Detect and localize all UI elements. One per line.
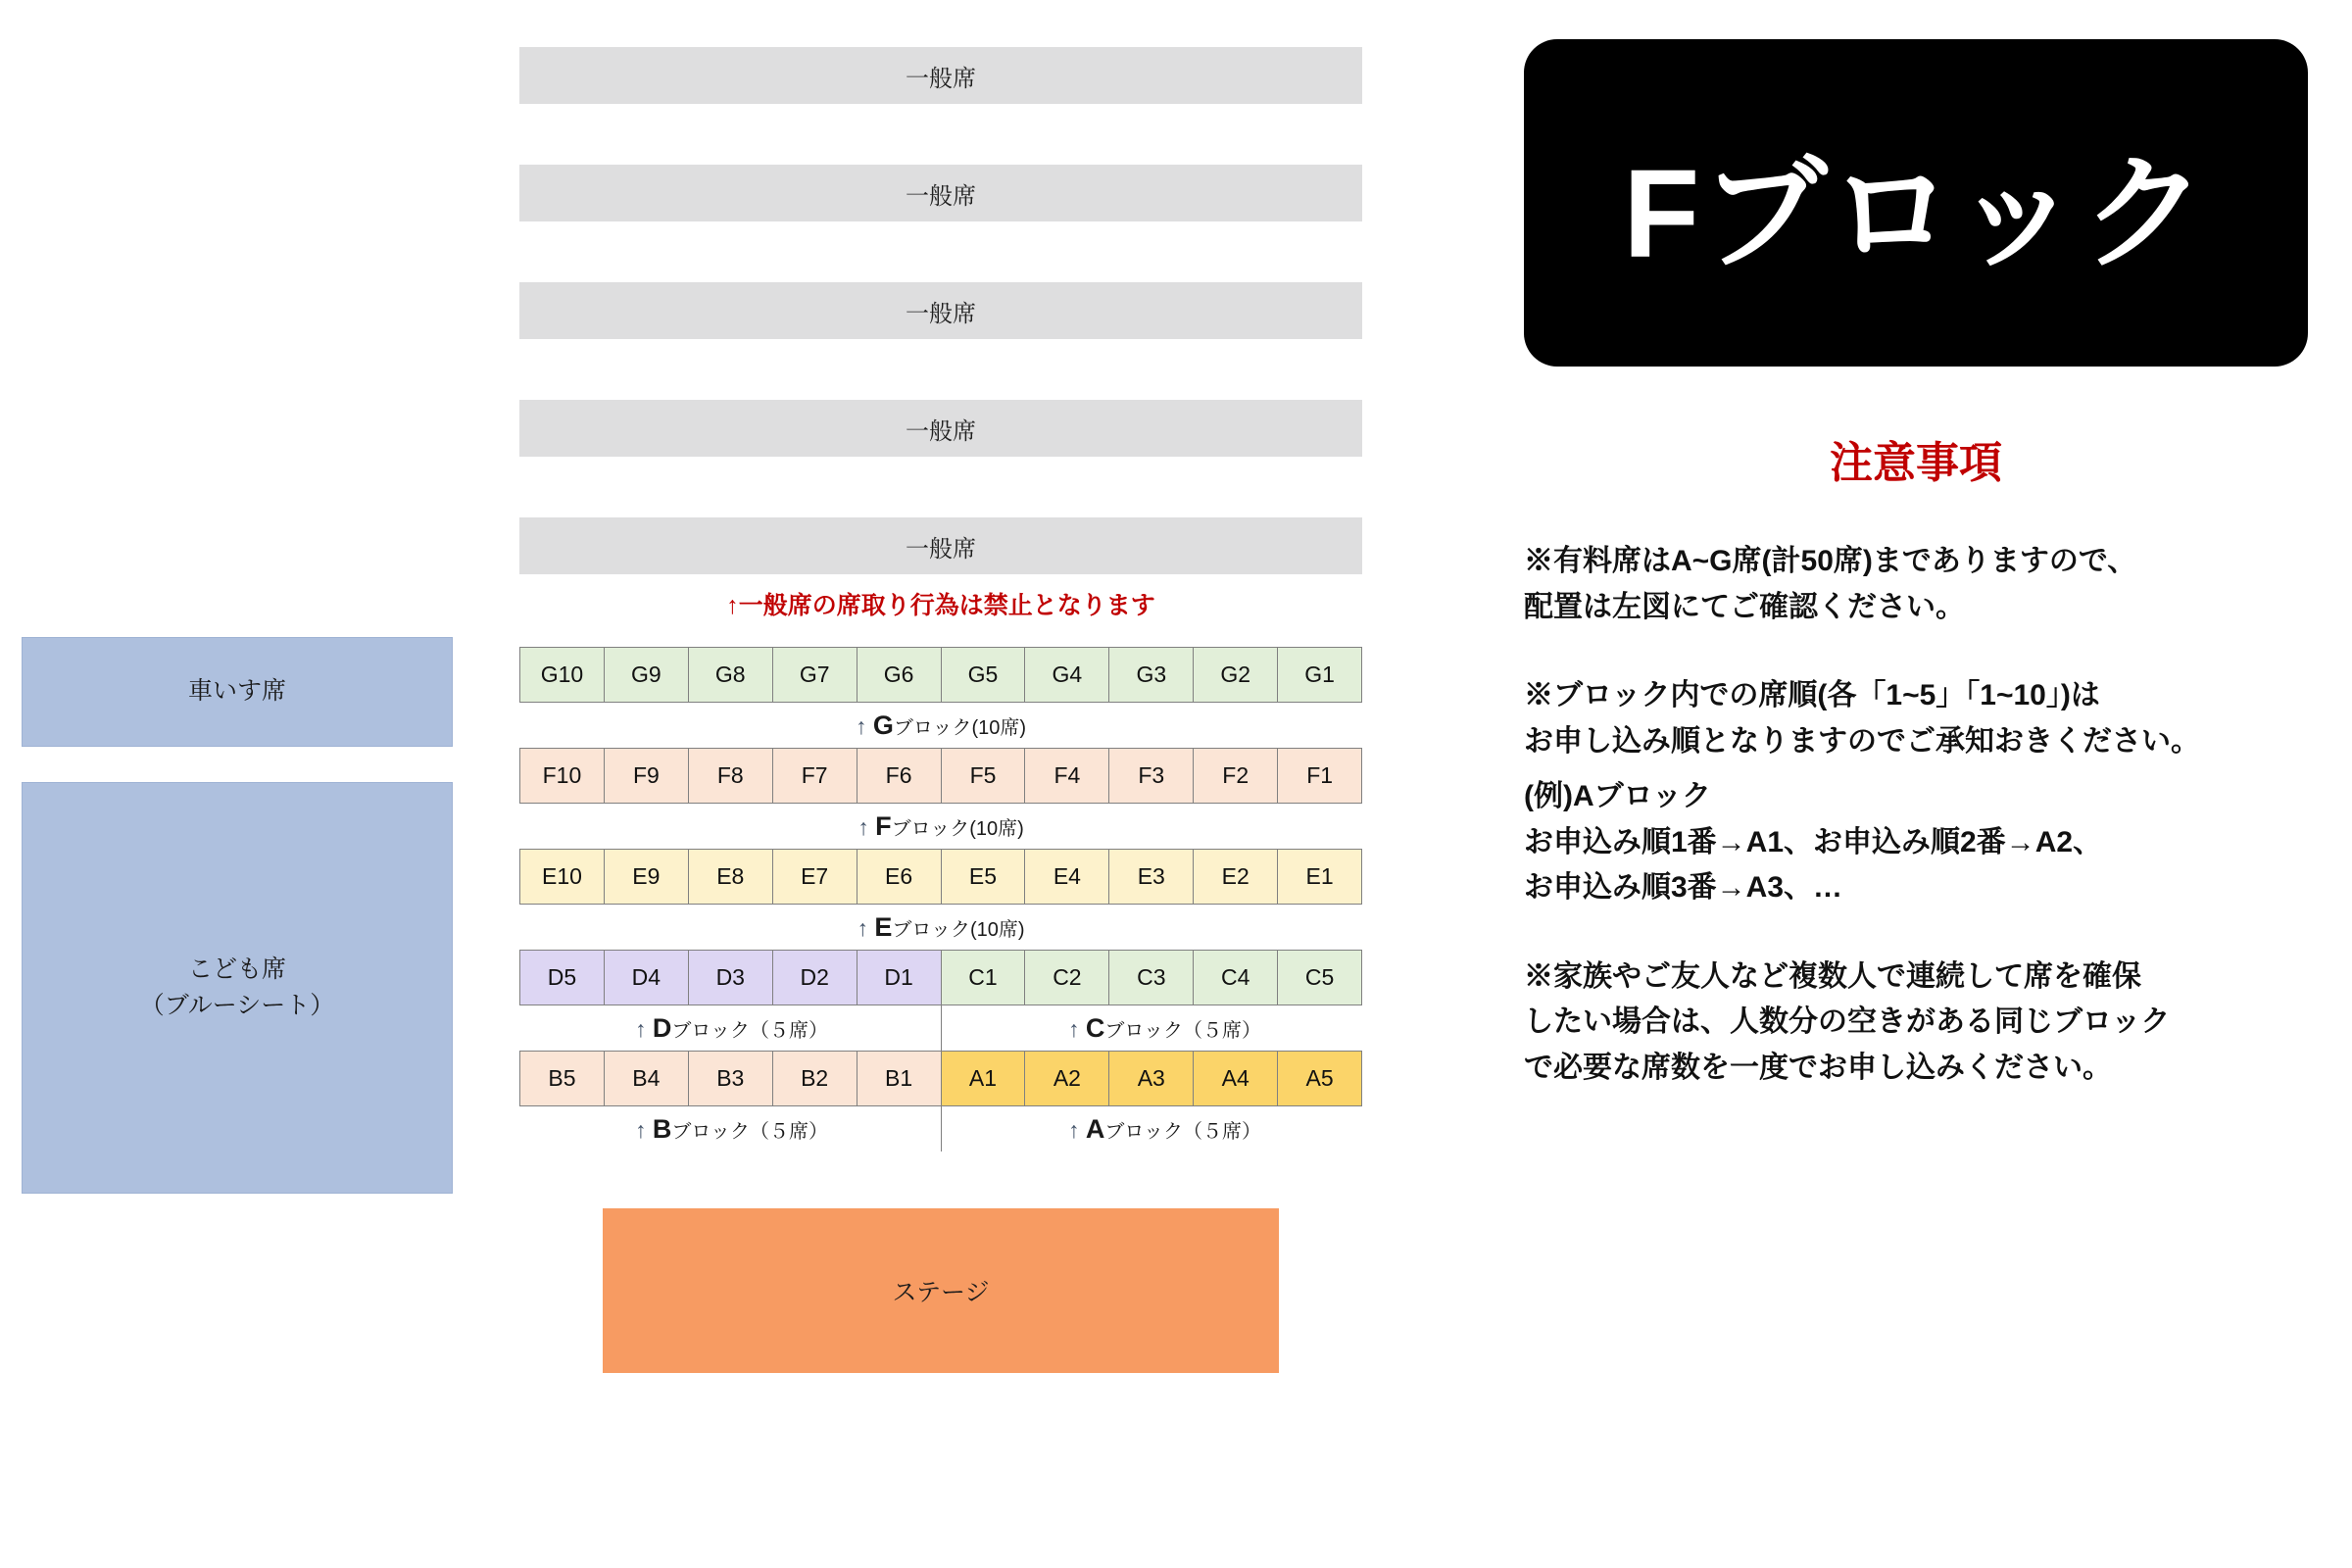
seat-cell[interactable]: E4 <box>1025 850 1109 904</box>
seat-cell[interactable]: B4 <box>605 1052 689 1105</box>
seat-cell[interactable]: G10 <box>520 648 605 702</box>
block-label-g <box>519 703 1362 748</box>
block-badge: Fブロック <box>1524 39 2308 367</box>
seat-cell[interactable]: F7 <box>773 749 858 803</box>
seat-cell[interactable]: F8 <box>689 749 773 803</box>
seat-cell[interactable]: B3 <box>689 1052 773 1105</box>
seat-cell[interactable]: C2 <box>1025 951 1109 1004</box>
seat-cell[interactable]: F5 <box>942 749 1026 803</box>
seat-cell[interactable]: A4 <box>1194 1052 1278 1105</box>
seat-cell[interactable]: C1 <box>942 951 1026 1004</box>
seat-cell[interactable]: G8 <box>689 648 773 702</box>
seat-cell[interactable]: F9 <box>605 749 689 803</box>
block-label-g-text: ↑ Gブロック(10席) <box>855 710 1027 740</box>
general-seating-row <box>519 517 1362 574</box>
block-label-e-text: ↑ Eブロック(10席) <box>857 912 1025 942</box>
notice-title: 注意事項 <box>1830 439 2002 487</box>
block-label-f <box>519 804 1362 849</box>
seat-cell[interactable]: B2 <box>773 1052 858 1105</box>
seat-cell[interactable]: F6 <box>858 749 942 803</box>
seat-cell[interactable]: G3 <box>1109 648 1194 702</box>
seat-cell[interactable]: D3 <box>689 951 773 1004</box>
seat-row-dc <box>519 950 1362 1005</box>
seat-cell[interactable]: E10 <box>520 850 605 904</box>
seat-cell[interactable]: G1 <box>1278 648 1361 702</box>
seat-cell[interactable]: E9 <box>605 850 689 904</box>
block-label-f-text: ↑ Fブロック(10席) <box>858 811 1024 841</box>
block-label-b-text: ↑ Bブロック（５席） <box>635 1114 828 1144</box>
seat-cell[interactable]: C3 <box>1109 951 1194 1004</box>
notice-item: ※ブロック内での席順(各「1~5」「1~10」)は お申し込み順となりますのでご承知おきください。 <box>1524 679 2200 758</box>
center-aisle-divider <box>941 1005 942 1051</box>
seat-cell[interactable]: D5 <box>520 951 605 1004</box>
block-label-e <box>519 905 1362 950</box>
seat-cell[interactable]: G4 <box>1025 648 1109 702</box>
seat-cell[interactable]: D4 <box>605 951 689 1004</box>
kids-seating-area <box>22 782 453 1194</box>
seat-cell[interactable]: C4 <box>1194 951 1278 1004</box>
seat-row-f <box>519 748 1362 804</box>
general-seating-label: 一般席 <box>906 300 976 327</box>
stage-area <box>603 1208 1279 1373</box>
block-label-dc <box>519 1005 1362 1051</box>
general-seating-label: 一般席 <box>906 535 976 563</box>
seat-cell[interactable]: G6 <box>858 648 942 702</box>
seat-cell[interactable]: E6 <box>858 850 942 904</box>
seat-cell[interactable]: A2 <box>1025 1052 1109 1105</box>
block-label-c-text: ↑ Cブロック（５席） <box>1068 1013 1261 1043</box>
notice-item: (例)Aブロック お申込み順1番→A1、お申込み順2番→A2、 お申込み順3番→A3、… <box>1524 780 2103 904</box>
general-seating-row <box>519 282 1362 339</box>
general-seating-warning: ↑一般席の席取り行為は禁止となります <box>726 592 1155 619</box>
kids-seating-label: こども席 （ブルーシート） <box>139 955 335 1019</box>
seat-cell[interactable]: A1 <box>942 1052 1026 1105</box>
seat-cell[interactable]: E2 <box>1194 850 1278 904</box>
seat-cell[interactable]: A3 <box>1109 1052 1194 1105</box>
seat-row-e <box>519 849 1362 905</box>
seat-row-ba-wrapper <box>519 1051 1362 1152</box>
seat-row-g <box>519 647 1362 703</box>
stage-label: ステージ <box>892 1279 990 1306</box>
block-label-d-text: ↑ Dブロック（５席） <box>635 1013 828 1043</box>
seat-cell[interactable]: C5 <box>1278 951 1361 1004</box>
seat-cell[interactable]: F1 <box>1278 749 1361 803</box>
notice-item: ※有料席はA~G席(計50席)までありますので、 配置は左図にてご確認ください。 <box>1524 545 2137 623</box>
notice-item: ※家族やご友人など複数人で連続して席を確保 したい場合は、人数分の空きがある同じブロック で必要な席数を一度でお申し込みください。 <box>1524 959 2171 1084</box>
seat-cell[interactable]: F2 <box>1194 749 1278 803</box>
center-aisle-divider <box>941 1106 942 1152</box>
general-seating-label: 一般席 <box>906 417 976 445</box>
block-label-a-text: ↑ Aブロック（５席） <box>1068 1114 1261 1144</box>
seat-cell[interactable]: B5 <box>520 1052 605 1105</box>
seat-cell[interactable]: D2 <box>773 951 858 1004</box>
seat-cell[interactable]: B1 <box>858 1052 942 1105</box>
seat-cell[interactable]: G9 <box>605 648 689 702</box>
seat-cell[interactable]: E5 <box>942 850 1026 904</box>
special-seating-column <box>22 637 453 1194</box>
general-seating-row <box>519 47 1362 104</box>
seat-cell[interactable]: F3 <box>1109 749 1194 803</box>
seat-cell[interactable]: G7 <box>773 648 858 702</box>
wheelchair-seating-area <box>22 637 453 747</box>
block-label-ba <box>519 1106 1362 1152</box>
seat-cell[interactable]: E3 <box>1109 850 1194 904</box>
seat-cell[interactable]: E1 <box>1278 850 1361 904</box>
seat-cell[interactable]: F4 <box>1025 749 1109 803</box>
seat-cell[interactable]: A5 <box>1278 1052 1361 1105</box>
seat-cell[interactable]: D1 <box>858 951 942 1004</box>
seat-cell[interactable]: F10 <box>520 749 605 803</box>
seat-cell[interactable]: G2 <box>1194 648 1278 702</box>
seat-row-ba <box>519 1051 1362 1106</box>
seat-map <box>519 47 1362 1373</box>
wheelchair-seating-label: 車いす席 <box>187 677 286 706</box>
general-seating-label: 一般席 <box>906 65 976 92</box>
general-seating-row <box>519 165 1362 221</box>
general-seating-label: 一般席 <box>906 182 976 210</box>
seat-row-dc-wrapper <box>519 950 1362 1051</box>
info-panel <box>1524 39 2308 1134</box>
seat-cell[interactable]: E8 <box>689 850 773 904</box>
general-seating-row <box>519 400 1362 457</box>
seat-cell[interactable]: E7 <box>773 850 858 904</box>
seat-cell[interactable]: G5 <box>942 648 1026 702</box>
